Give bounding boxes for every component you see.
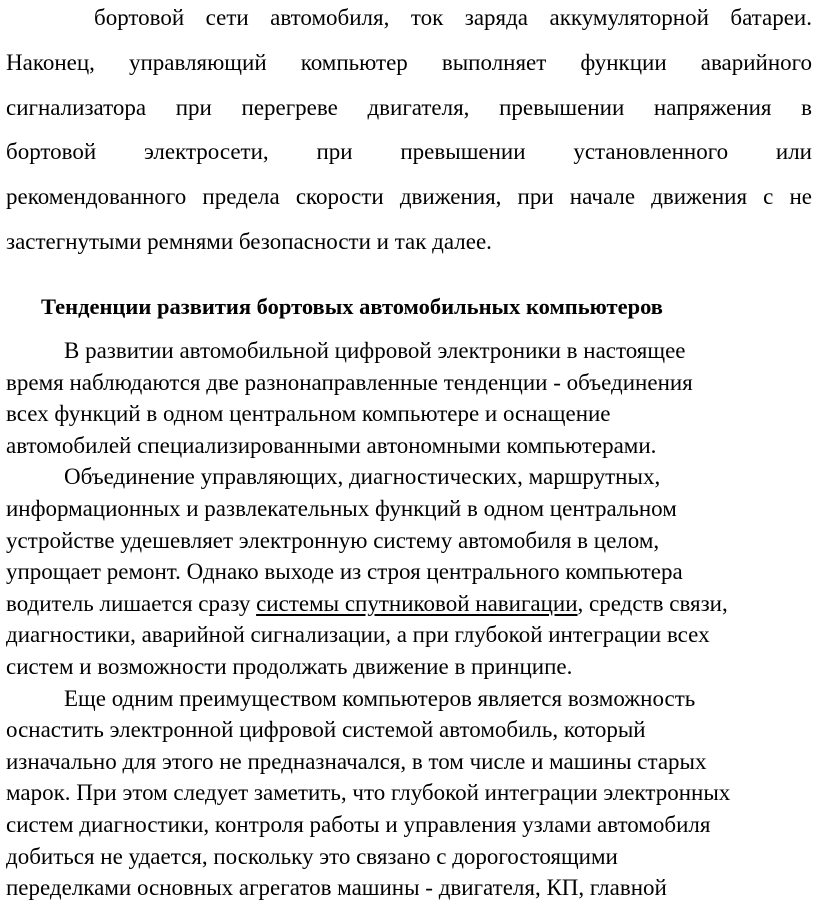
section-body <box>6 335 812 904</box>
text-line: бортовой сети автомобиля, ток заряда аккумуляторной батареи. <box>94 5 812 30</box>
section-heading: Тенденции развития бортовых автомобильных компьютеров <box>41 294 663 319</box>
text-line: бортовой электросети, при превышении установленного или <box>6 139 812 165</box>
text-line: время наблюдаются две разнонаправленные тенденции - объединения <box>6 369 693 395</box>
text-line: марок. При этом следует заметить, что глубокой интеграции электронных <box>6 780 731 806</box>
text-line: застегнутыми ремнями безопасности и так далее. <box>6 228 492 254</box>
text-line: оснастить электронной цифровой системой автомобиль, который <box>6 717 646 743</box>
text-fragment: , средств связи, <box>577 590 728 616</box>
text-line: изначально для этого не предназначался, в том числе и машины старых <box>6 748 707 774</box>
text-line: рекомендованного предела скорости движения, при начале движения с не <box>6 184 812 210</box>
text-line: Еще одним преимуществом компьютеров является возможность <box>64 685 696 711</box>
text-line: информационных и развлекательных функций в одном центральном <box>6 495 677 521</box>
text-line: всех функций в одном центральном компьютере и оснащение <box>6 401 611 427</box>
text-line: диагностики, аварийной сигнализации, а при глубокой интеграции всех <box>6 622 710 648</box>
text-line: систем диагностики, контроля работы и управления узлами автомобиля <box>6 811 711 837</box>
text-line-with-link <box>6 588 812 620</box>
text-line: добиться не удается, поскольку это связано с дорогостоящими <box>6 843 618 869</box>
text-line: Наконец, управляющий компьютер выполняет функции аварийного <box>6 49 812 75</box>
text-fragment: водитель лишается сразу <box>6 590 257 616</box>
navigation-link[interactable]: системы спутниковой навигации <box>256 590 578 616</box>
text-line: устройстве удешевляет электронную систему автомобиля в целом, <box>6 527 660 553</box>
text-line: упрощает ремонт. Однако выходе из строя центрального компьютера <box>6 559 683 585</box>
text-line: В развитии автомобильной цифровой электроники в настоящее <box>64 338 686 363</box>
text-line: Объединение управляющих, диагностических, маршрутных, <box>64 464 661 490</box>
intro-paragraph <box>6 0 812 265</box>
text-line: переделками основных агрегатов машины - двигателя, КП, главной <box>6 875 667 901</box>
text-line: систем и возможности продолжать движение в принципе. <box>6 653 573 679</box>
text-line: автомобилей специализированными автономными компьютерами. <box>6 432 657 458</box>
text-line: сигнализатора при перегреве двигателя, превышении напряжения в <box>6 94 812 120</box>
